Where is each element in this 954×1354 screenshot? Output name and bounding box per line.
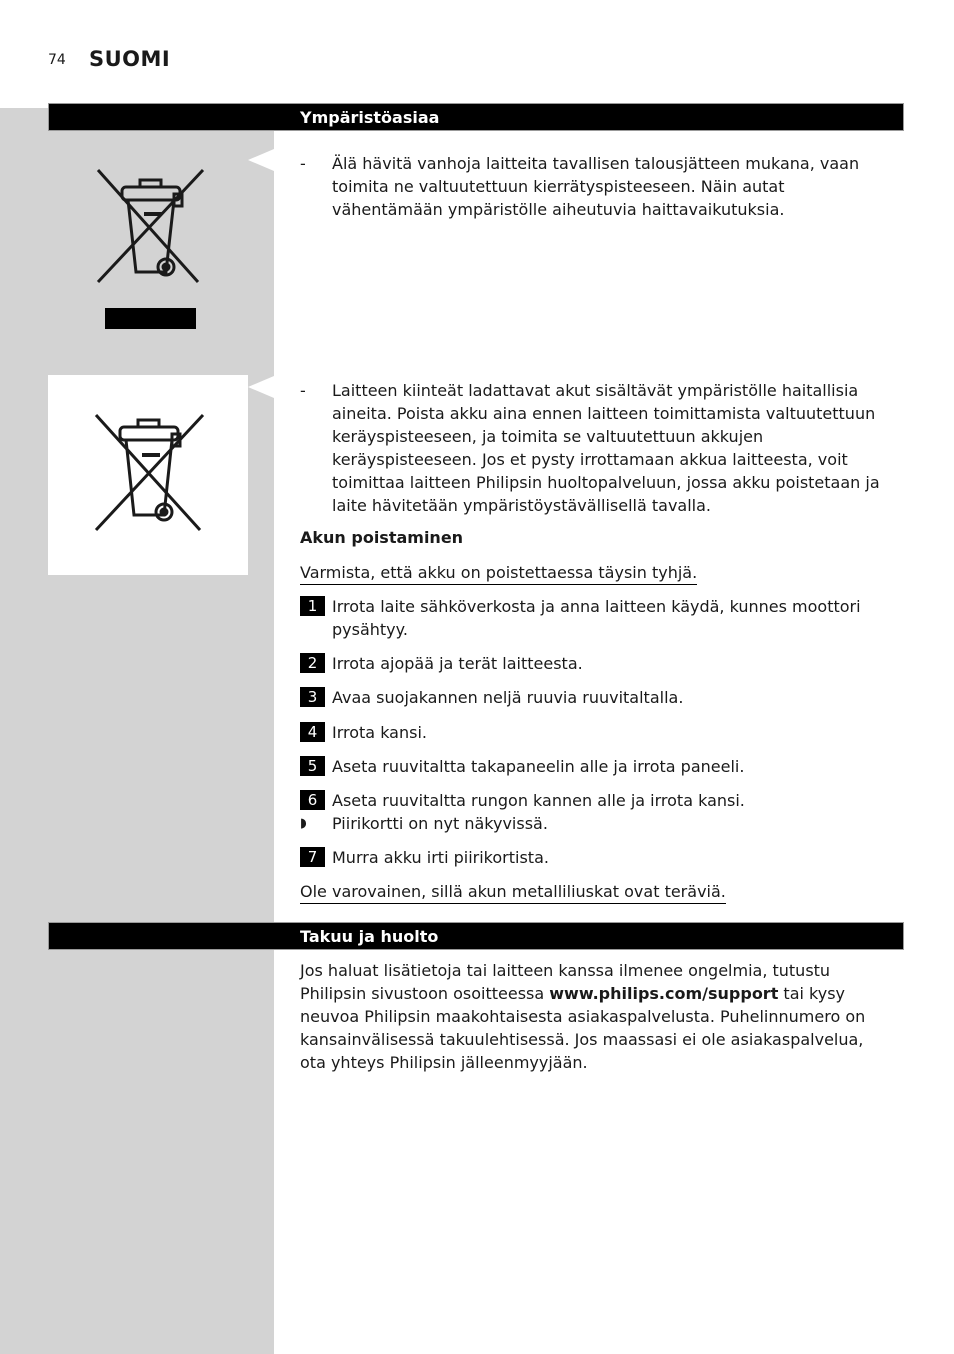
- support-link[interactable]: www.philips.com/support: [549, 984, 779, 1003]
- battery-removal-note-top: Varmista, että akku on poistettaessa täysin tyhjä.: [300, 561, 697, 585]
- step-7: [300, 846, 900, 869]
- section-title-warranty: Takuu ja huolto: [300, 927, 439, 946]
- language-heading: SUOMI: [89, 47, 171, 71]
- section-bar-environment: [48, 103, 904, 131]
- battery-removal-heading: Akun poistaminen: [300, 528, 464, 547]
- step-number: 3: [300, 687, 325, 707]
- environment-item-1-text: Älä hävitä vanhoja laitteita tavallisen talousjätteen mukana, vaan toimita ne valtuutettuun kierrätyspisteeseen. Näin autat vähentämään ympäristölle aiheutuvia haittavaikutuksia.: [332, 154, 860, 219]
- environment-item-2-text: Laitteen kiinteät ladattavat akut sisältävät ympäristölle haitallisia aineita. Poista akku aina ennen laitteen toimittamista valtuutettuun keräyspisteeseen, ja toimita se valtuutettuun akkujen keräyspisteeseen. Jos et pysty irrottamaan akkua laitteesta, voit toimittaa laitteen Philipsin huoltopalveluun, jossa akku poistetaan ja laite hävitetään ympäristöystävällisellä tavalla.: [332, 381, 880, 515]
- solid-black-bar: [105, 308, 196, 329]
- warranty-text-after: tai kysy neuvoa Philipsin maakohtaisesta asiakaspalvelusta. Puhelinnumero on kansainvälisessä takuulehtisessä. Jos maassasi ei ole asiakaspalvelua, ota yhteys Philipsin jälleenmyyjään.: [300, 984, 866, 1072]
- callout-pointer: [248, 149, 274, 171]
- step-5: [300, 755, 900, 778]
- step-6-result: [300, 812, 548, 835]
- step-1: [300, 595, 900, 641]
- step-4: [300, 721, 900, 744]
- dash-bullet: -: [300, 154, 306, 173]
- page-number: 74: [48, 52, 66, 68]
- step-2: [300, 652, 900, 675]
- section-title-environment: Ympäristöasiaa: [300, 108, 440, 127]
- step-number: 5: [300, 756, 325, 776]
- step-text: Aseta ruuvitaltta takapaneelin alle ja irrota paneeli.: [332, 757, 745, 776]
- dash-bullet: -: [300, 381, 306, 400]
- battery-bin-figure: [48, 375, 248, 575]
- step-number: 7: [300, 847, 325, 867]
- step-text: Aseta ruuvitaltta rungon kannen alle ja irrota kansi.: [332, 791, 745, 810]
- warranty-paragraph: [300, 959, 890, 1074]
- step-text: Irrota laite sähköverkosta ja anna laitteen käydä, kunnes moottori pysähtyy.: [332, 597, 861, 639]
- step-number: 6: [300, 790, 325, 810]
- step-text: Murra akku irti piirikortista.: [332, 848, 549, 867]
- environment-item-1: [300, 152, 900, 221]
- result-text: Piirikortti on nyt näkyvissä.: [332, 814, 548, 833]
- step-6: [300, 789, 900, 812]
- environment-item-2: [300, 379, 900, 517]
- step-text: Irrota kansi.: [332, 723, 427, 742]
- step-number: 2: [300, 653, 325, 673]
- step-text: Avaa suojakannen neljä ruuvia ruuvitaltalla.: [332, 688, 684, 707]
- result-arrow-icon: ◗: [300, 816, 307, 831]
- section-bar-warranty: [48, 922, 904, 950]
- step-3: [300, 686, 900, 709]
- step-number: 1: [300, 596, 325, 616]
- step-text: Irrota ajopää ja terät laitteesta.: [332, 654, 583, 673]
- battery-removal-note-bottom: Ole varovainen, sillä akun metalliliuskat ovat teräviä.: [300, 880, 726, 904]
- step-number: 4: [300, 722, 325, 742]
- weee-bin-figure: [48, 150, 248, 350]
- crossed-out-bin-battery-icon: [48, 375, 248, 575]
- callout-pointer: [248, 376, 274, 398]
- warranty-text-before: Jos haluat lisätietoja tai laitteen kanssa ilmenee ongelmia, tutustu Philipsin sivustoon osoitteessa: [300, 961, 831, 1003]
